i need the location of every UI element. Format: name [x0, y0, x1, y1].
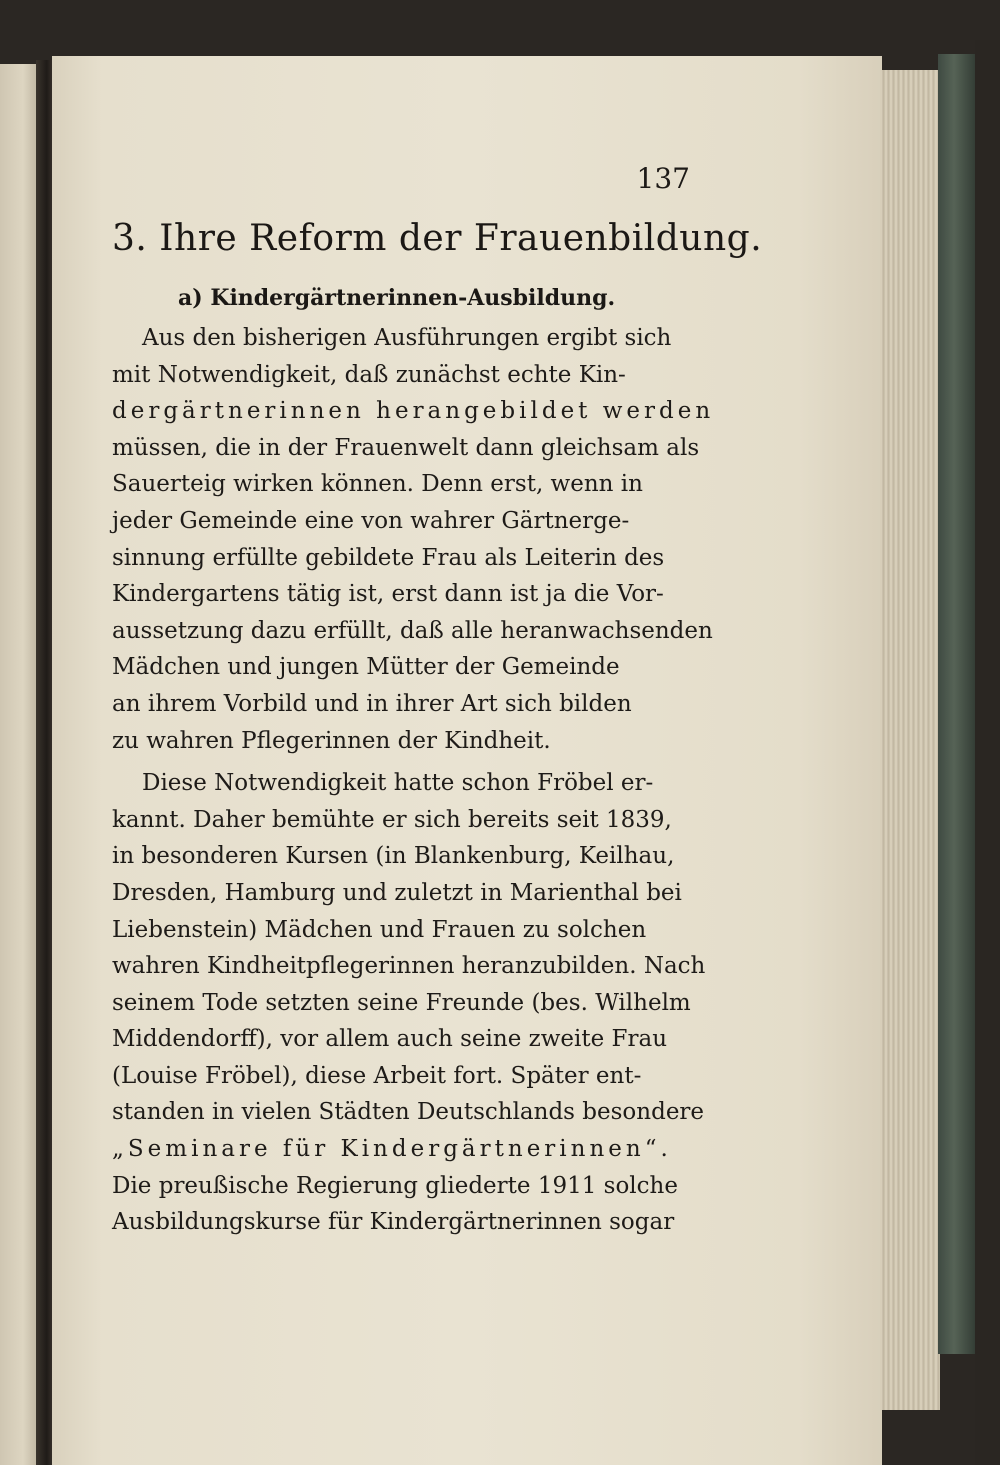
text-line: dergärtnerinnen herangebildet werden	[112, 398, 715, 425]
text-line: sinnung erfüllte gebildete Frau als Leiterin des	[112, 544, 665, 571]
scan-background-edge	[975, 40, 1000, 1465]
text-line: Diese Notwendigkeit hatte schon Fröbel er-	[142, 770, 654, 797]
text-line: Die preußische Regierung gliederte 1911 solche	[112, 1172, 678, 1199]
page-stack-edges	[880, 70, 940, 1410]
text-line: seinem Tode setzten seine Freunde (bes. Wilhelm	[112, 989, 691, 1016]
text-line: „Seminare für Kindergärtnerinnen“.	[112, 1136, 672, 1163]
previous-page-edge	[0, 64, 38, 1465]
text-line: in besonderen Kursen (in Blankenburg, Keilhau,	[112, 843, 675, 870]
text-line: Sauerteig wirken können. Denn erst, wenn in	[112, 471, 643, 498]
text-line: zu wahren Pflegerinnen der Kindheit.	[112, 727, 551, 754]
section-title: a) Kindergärtnerinnen-Ausbildung.	[178, 285, 616, 311]
text-line: Kindergartens tätig ist, erst dann ist ja die Vor-	[112, 581, 664, 608]
body-text	[112, 320, 715, 1241]
text-line: mit Notwendigkeit, daß zunächst echte Kin-	[112, 361, 626, 388]
text-line: jeder Gemeinde eine von wahrer Gärtnerge-	[112, 507, 630, 534]
paragraph	[112, 320, 715, 759]
text-line: Liebenstein) Mädchen und Frauen zu solchen	[112, 916, 647, 943]
paragraph	[112, 765, 706, 1241]
page-number: 137	[636, 162, 690, 195]
text-line: Dresden, Hamburg und zuletzt in Marienthal bei	[112, 879, 682, 906]
book-cover-edge	[938, 54, 978, 1354]
text-line: müssen, die in der Frauenwelt dann gleichsam als	[112, 434, 700, 461]
text-line: an ihrem Vorbild und in ihrer Art sich bilden	[112, 690, 632, 717]
text-line: wahren Kindheitpflegerinnen heranzubilden. Nach	[112, 953, 706, 980]
text-line: Aus den bisherigen Ausführungen ergibt sich	[142, 325, 672, 351]
chapter-title: 3. Ihre Reform der Frauenbildung.	[112, 218, 763, 259]
text-line: (Louise Fröbel), diese Arbeit fort. Später ent-	[112, 1062, 642, 1089]
text-line: standen in vielen Städten Deutschlands besondere	[112, 1099, 705, 1126]
text-line: Middendorff), vor allem auch seine zweite Frau	[112, 1026, 668, 1053]
text-line: kannt. Daher bemühte er sich bereits seit 1839,	[112, 806, 672, 833]
text-line: Ausbildungskurse für Kindergärtnerinnen sogar	[112, 1209, 675, 1236]
text-line: Mädchen und jungen Mütter der Gemeinde	[112, 654, 620, 681]
text-line: aussetzung dazu erfüllt, daß alle heranwachsenden	[112, 617, 713, 644]
